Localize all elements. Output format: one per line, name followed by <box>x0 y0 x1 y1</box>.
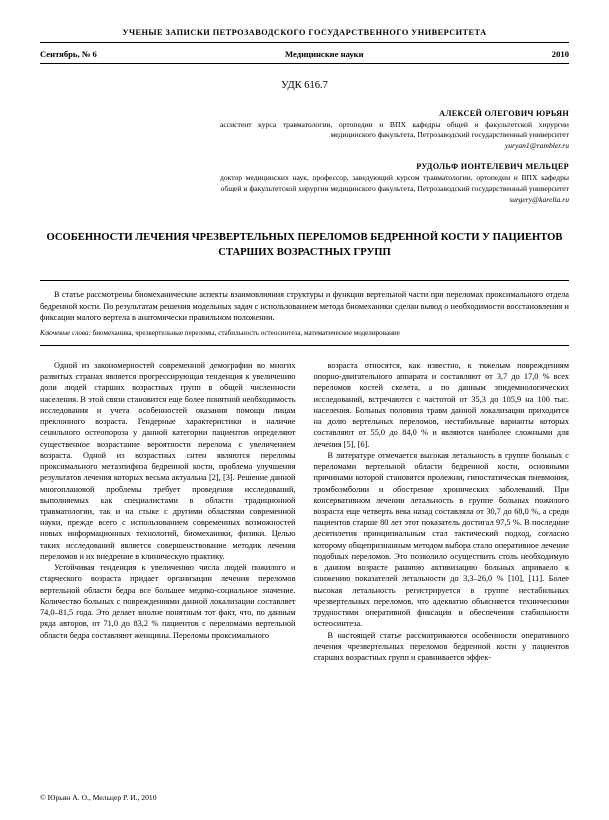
paragraph: В литературе отмечается высокая летальность в группе больных с переломами вертельной области бедренной кости, основными причинами которой становятся пролежни, гипостатическая пневмония, тромбоэмболии и обострение хронических заболеваний. При консервативном лечении летальность в группе больных пожилого возраста еще четверть века назад составляла от 30,7 до 68,0 %, а среди пациентов старше 80 лет этот показатель достигал 97,5 %. В последние десятилетия принципиальным стал тактический подход, согласно которому общепризнанным методом выбора стало оперативное лечение подобных переломов. Это позволило осуществить столь необходимую в данном возрасте раннюю активизацию больных априваело к снижению показателей летальности до 3,3–26,0 % [10], [11]. Более высокая летальность регистрируется в группе нестабильных чрезвертельных переломов, что адекватно объясняется техническими трудностями оперативной фиксации и обеспечения стабильности остеосинтеза. <box>313 450 569 629</box>
author-affiliation: ассистент курса травматологии, ортопедии и ВПХ кафедры общей и факультетской хирургии медицинского факультета, Петрозаводский государственный университет <box>220 120 569 140</box>
author-name: РУДОЛЬФ ИОНТЕЛЕВИЧ МЕЛЬЦЕР <box>416 162 569 172</box>
abstract-text: В статье рассмотрены биомеханические аспекты взаимовлияния структуры и функции вертельной части при переломах проксимального отдела бедренной кости. По результатам решения модельных задач с использованием метода биомеханики сделан вывод о необходимости восстановления и фиксации малого вертела в анатомически правильном положении. <box>40 290 569 323</box>
author-email[interactable]: surgery@karelia.ru <box>509 194 569 204</box>
paragraph: В настоящей статье рассматриваются особенности оперативного лечения чрезвертельных переломов бедренной кости у пациентов старших возрастных групп и сравнивается эффек- <box>313 630 569 663</box>
paragraph: возраста относятся, как известно, к тяжелым повреждениям опорно-двигательного аппарата и составляют от 3,7 до 17,0 % всех переломов костей скелета, а по данным эпидемиологических исследований, встречаются с частотой от 35,3 до 105,9 на 100 тыс. населения. Больных половина травм данной локализации приходится на долю вертельных переломов, нестабильные варианты которых составляют от 55,0 до 84,0 % и являются наиболее сложными для лечения [5], [6]. <box>313 360 569 449</box>
issue-date: Сентябрь, № 6 <box>40 49 97 59</box>
issue-line <box>40 46 569 63</box>
author-email[interactable]: yuryan1@rambler.ru <box>504 141 569 151</box>
keywords-label: Ключевые слова: <box>40 328 91 337</box>
keywords <box>40 329 569 338</box>
author-entry <box>220 109 569 150</box>
issue-section: Медицинские науки <box>285 49 364 59</box>
author-entry <box>220 162 569 203</box>
issue-divider <box>40 63 569 64</box>
body-columns <box>40 360 569 663</box>
copyright-footer: © Юрьян А. О., Мельцер Р. И., 2010 <box>40 793 157 802</box>
issue-year: 2010 <box>551 49 569 59</box>
udk-code: УДК 616.7 <box>281 80 328 91</box>
header-divider <box>40 42 569 43</box>
paragraph: Устойчивая тенденция к увеличению числа людей пожилого и старческого возраста придает организации лечения переломов вертельной области бедра все большее медико-социальное значение. Количество больных с повреждениями данной локализации составляет 74,0–81,5 года. Это делает вполне понятным тот факт, что, по данным ряда авторов, от 71,0 до 83,2 % пациентов с переломами вертельной области бедра составляют женщины. Переломы проксимального <box>40 563 296 640</box>
author-affiliation: доктор медицинских наук, профессор, заведующий курсом травматологии, ортопедии и ВПХ кафедры общей и факультетской хирургии медицинского факультета, Петрозаводский государственный университет <box>220 173 569 193</box>
journal-running-head: УЧЕНЫЕ ЗАПИСКИ ПЕТРОЗАВОДСКОГО ГОСУДАРСТВЕННОГО УНИВЕРСИТЕТА <box>122 28 487 37</box>
body-column-right <box>314 360 570 663</box>
keywords-list: биомеханика, чрезвертельные переломы, стабильность остеосинтеза, математическое моделирование <box>90 328 400 337</box>
author-name: АЛЕКСЕЙ ОЛЕГОВИЧ ЮРЬЯН <box>439 109 569 118</box>
page-title: ОСОБЕННОСТИ ЛЕЧЕНИЯ ЧРЕЗВЕРТЕЛЬНЫХ ПЕРЕЛОМОВ БЕДРЕННОЙ КОСТИ У ПАЦИЕНТОВ СТАРШИХ ВОЗРАСТНЫХ ГРУПП <box>46 231 563 259</box>
authors-block <box>220 109 569 204</box>
abstract-box <box>40 280 569 346</box>
paragraph: Одной из закономерностей современной демографии во многих развитых странах является прогрессирующая тенденция к увеличению доли людей старших возрастных групп в общей численности населения. В этой связи становится еще более понятной необходимость исследования и учета особенностей оказания помощи лицам преклонного возраста. Гендерные характеристики и наличие сенильного остеопороза у данной категории пациентов определяют существенное возрастание вероятности перелома с увеличением возраста. Одной из возрастных снтен являются переломы проксимального метаэпифиза бедренной кости, проблема улучшения результатов лечения которых весьма актуальна [2], [3]. Решение данной многоплановой проблемы требует проведения исследований, выполняемых как специалистами в области традиционной травматологии, так и на стыке с другими областями современной науки, прежде всего с использованием современных возможностей новых информационных технологий, биомеханики, физики. Целью таких исследований является совершенствование методик лечения переломов и их внедрение в клиническую практику. <box>40 360 296 561</box>
body-column-left <box>40 360 296 663</box>
